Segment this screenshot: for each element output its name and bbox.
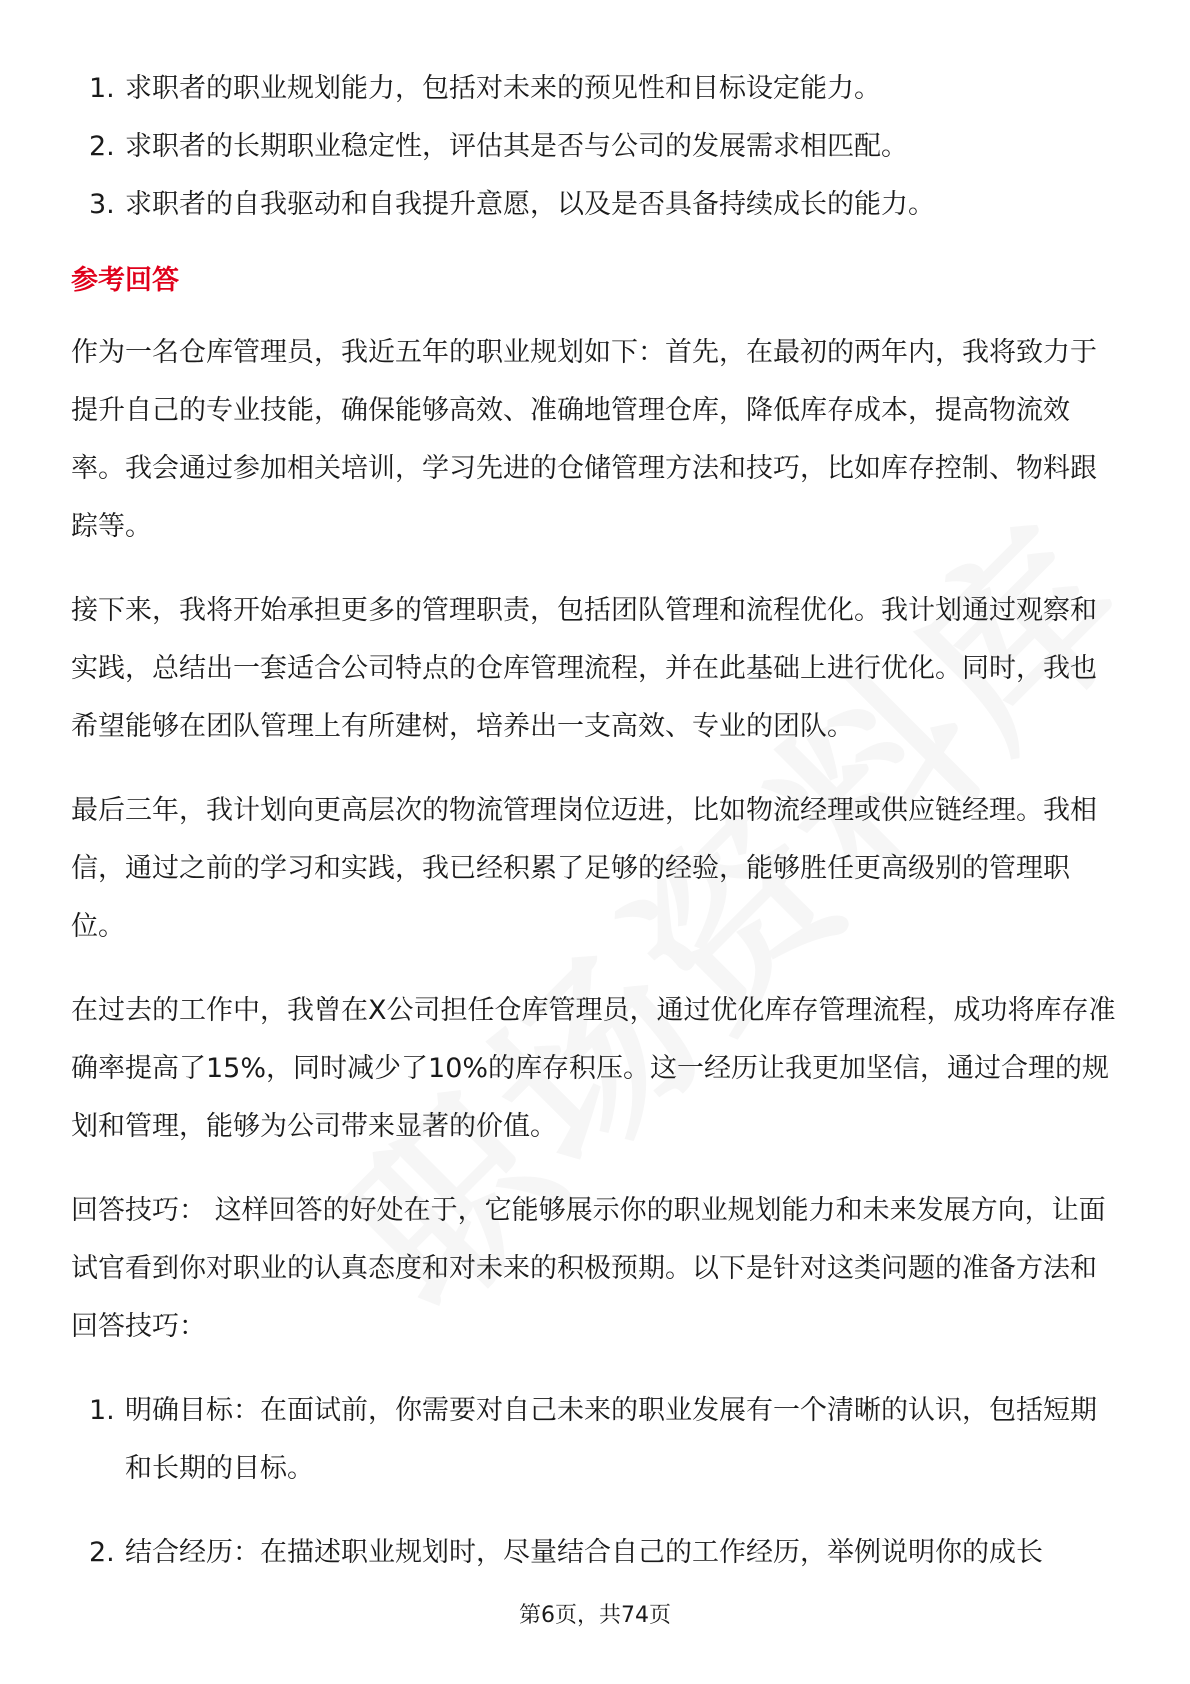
tips-list — [71, 1382, 1121, 1582]
list-item-text: 结合经历：在描述职业规划时，尽量结合自己的工作经历，举例说明你的成长 — [125, 1537, 1043, 1568]
answer-paragraph: 在过去的工作中，我曾在X公司担任仓库管理员，通过优化库存管理流程，成功将库存准确率提高了15%，同时减少了10%的库存积压。这一经历让我更加坚信，通过合理的规划和管理，能够为公司带来显著的价值。 — [71, 995, 1116, 1142]
section-heading: 参考回答 — [71, 265, 179, 296]
list-number: 2. — [89, 131, 115, 162]
list-number: 3. — [89, 189, 115, 220]
criteria-list — [71, 60, 1121, 234]
page-content — [71, 60, 1121, 1582]
list-item — [71, 1524, 1121, 1582]
list-item — [71, 1382, 1121, 1498]
list-number: 1. — [89, 1395, 115, 1426]
list-number: 2. — [89, 1537, 115, 1568]
list-item-text: 明确目标：在面试前，你需要对自己未来的职业发展有一个清晰的认识，包括短期和长期的目标。 — [125, 1395, 1097, 1484]
list-item — [71, 118, 1121, 176]
list-item-text: 求职者的自我驱动和自我提升意愿，以及是否具备持续成长的能力。 — [125, 189, 935, 220]
list-item-text: 求职者的职业规划能力，包括对未来的预见性和目标设定能力。 — [125, 73, 881, 104]
answer-paragraph: 最后三年，我计划向更高层次的物流管理岗位迈进，比如物流经理或供应链经理。我相信，通过之前的学习和实践，我已经积累了足够的经验，能够胜任更高级别的管理职位。 — [71, 795, 1097, 942]
answer-paragraph: 作为一名仓库管理员，我近五年的职业规划如下：首先，在最初的两年内，我将致力于提升自己的专业技能，确保能够高效、准确地管理仓库，降低库存成本，提高物流效率。我会通过参加相关培训，学习先进的仓储管理方法和技巧，比如库存控制、物料跟踪等。 — [71, 337, 1097, 542]
tips-paragraph: 回答技巧： 这样回答的好处在于，它能够展示你的职业规划能力和未来发展方向，让面试官看到你对职业的认真态度和对未来的积极预期。以下是针对这类问题的准备方法和回答技巧： — [71, 1195, 1106, 1342]
list-item — [71, 176, 1121, 234]
list-item — [71, 60, 1121, 118]
list-number: 1. — [89, 73, 115, 104]
answer-paragraph: 接下来，我将开始承担更多的管理职责，包括团队管理和流程优化。我计划通过观察和实践，总结出一套适合公司特点的仓库管理流程，并在此基础上进行优化。同时，我也希望能够在团队管理上有所建树，培养出一支高效、专业的团队。 — [71, 595, 1097, 742]
list-item-text: 求职者的长期职业稳定性，评估其是否与公司的发展需求相匹配。 — [125, 131, 908, 162]
page-footer: 第6页，共74页 — [519, 1603, 671, 1628]
